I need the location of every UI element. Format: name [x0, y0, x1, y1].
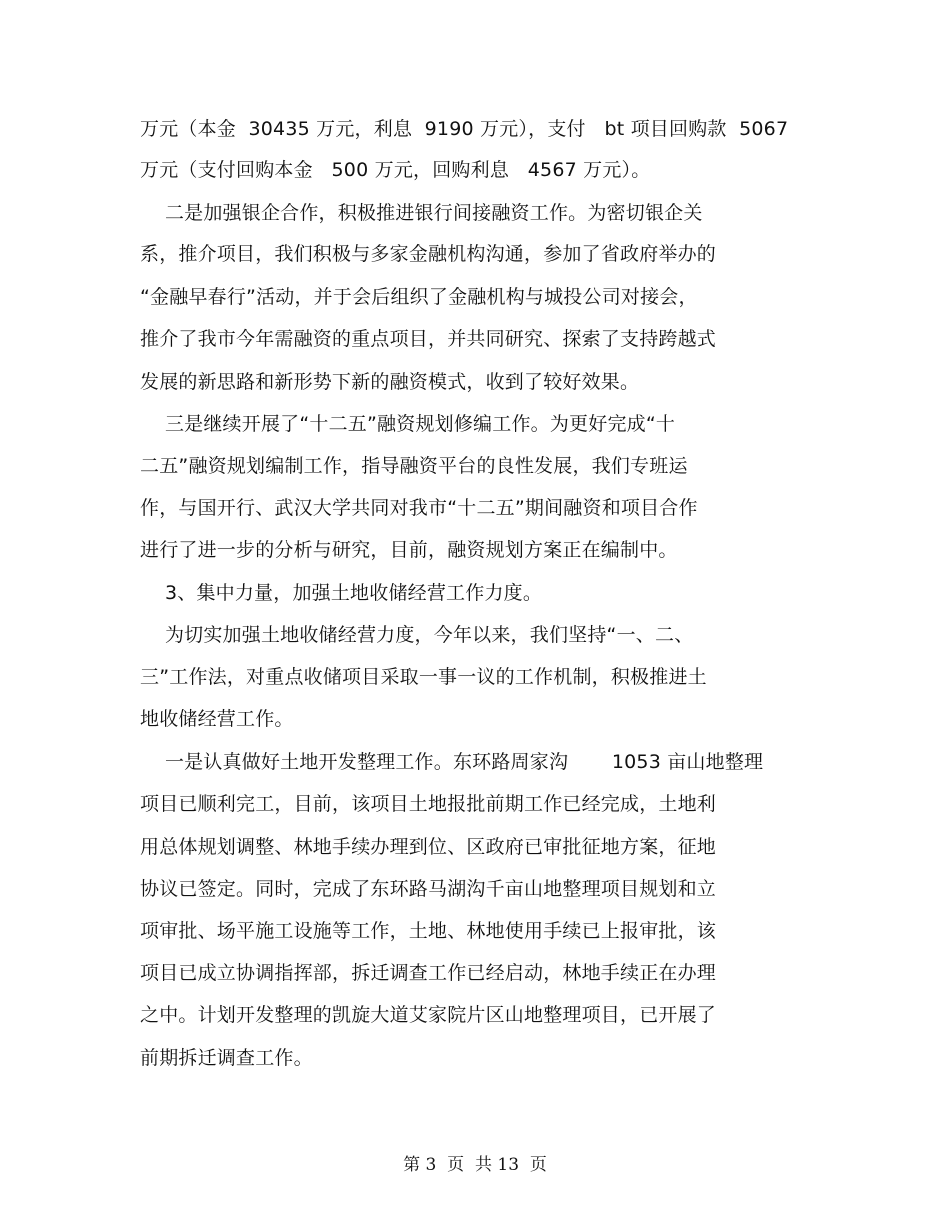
text-line: 三是继续开展了“十二五”融资规划修编工作。为更好完成“十: [140, 413, 676, 435]
text-line: 项目已顺利完工，目前，该项目土地报批前期工作已经完成，土地利: [140, 793, 717, 815]
text-line: 推介了我市今年需融资的重点项目，并共同研究、探索了支持跨越式: [140, 328, 717, 350]
section-heading: 3、集中力量，加强土地收储经营工作力度。: [140, 582, 543, 604]
page-number-footer: 第 3 页 共 13 页: [403, 1155, 547, 1175]
text-line: 用总体规划调整、林地手续办理到位、区政府已审批征地方案，征地: [140, 836, 717, 858]
text-line: 系，推介项目，我们积极与多家金融机构沟通，参加了省政府举办的: [140, 243, 717, 265]
text-line: 发展的新思路和新形势下新的融资模式，收到了较好效果。: [140, 371, 640, 393]
text-line: 万元（本金 30435 万元，利息 9190 万元），支付 bt 项目回购款 5067: [140, 118, 789, 140]
text-line: 地收储经营工作。: [140, 708, 294, 730]
text-line: 协议已签定。同时，完成了东环路马湖沟千亩山地整理项目规划和立: [140, 878, 717, 900]
text-line: 进行了进一步的分析与研究，目前，融资规划方案正在编制中。: [140, 539, 678, 561]
text-line: 为切实加强土地收储经营力度，今年以来，我们坚持“一、二、: [140, 624, 694, 646]
text-line: “金融早春行”活动，并于会后组织了金融机构与城投公司对接会，: [140, 286, 698, 308]
text-line: 二五”融资规划编制工作，指导融资平台的良性发展，我们专班运: [140, 455, 688, 477]
text-line: 前期拆迁调查工作。: [140, 1047, 313, 1069]
text-line: 项审批、场平施工设施等工作，土地、林地使用手续已上报审批，该: [140, 920, 717, 942]
text-line: 项目已成立协调指挥部，拆迁调查工作已经启动，林地手续正在办理: [140, 962, 717, 984]
text-line: 作，与国开行、武汉大学共同对我市“十二五”期间融资和项目合作: [140, 497, 698, 519]
text-line: 一是认真做好土地开发整理工作。东环路周家沟 1053 亩山地整理: [140, 751, 764, 773]
text-line: 三”工作法，对重点收储项目采取一事一议的工作机制，积极推进土: [140, 666, 707, 688]
text-line: 二是加强银企合作，积极推进银行间接融资工作。为密切银企关: [140, 202, 703, 224]
text-line: 万元（支付回购本金 500 万元，回购利息 4567 万元）。: [140, 159, 651, 181]
text-line: 之中。计划开发整理的凯旋大道艾家院片区山地整理项目，已开展了: [140, 1004, 717, 1026]
